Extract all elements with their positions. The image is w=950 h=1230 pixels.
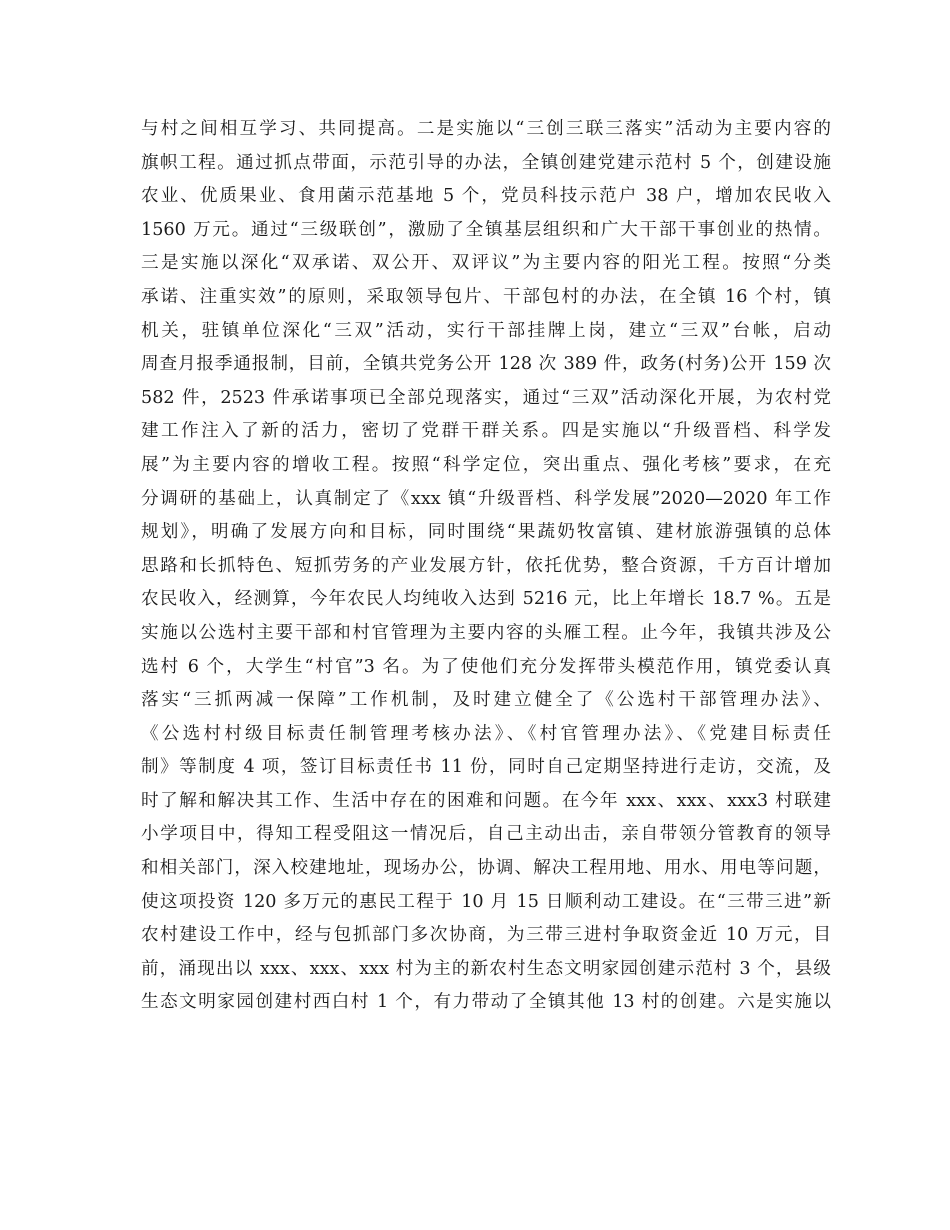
text-line: 思路和长抓特色、短抓劳务的产业发展方针，依托优势，整合资源，千方百计增加 [141, 555, 831, 576]
text-line: 落实“三抓两减一保障”工作机制，及时建立健全了《公选村干部管理办法》、 [141, 690, 831, 711]
text-line: 机关，驻镇单位深化“三双”活动，实行干部挂牌上岗，建立“三双”台帐，启动 [141, 320, 831, 341]
text-line: 三是实施以深化“双承诺、双公开、双评议”为主要内容的阳光工程。按照“分类 [141, 253, 831, 274]
text-line: 前，涌现出以 xxx、xxx、xxx 村为主的新农村生态文明家园创建示范村 3 个，县级 [141, 958, 831, 979]
text-line: 农民收入，经测算，今年农民人均纯收入达到 5216 元，比上年增长 18.7 %。五是 [141, 589, 831, 610]
text-line: 小学项目中，得知工程受阻这一情况后，自己主动出击，亲自带领分管教育的领导 [141, 824, 831, 845]
text-line: 周查月报季通报制，目前，全镇共党务公开 128 次 389 件，政务(村务)公开 159 次 [141, 354, 831, 375]
text-line: 时了解和解决其工作、生活中存在的困难和问题。在今年 xxx、xxx、xxx3 村联建 [141, 790, 831, 811]
text-line: 承诺、注重实效”的原则，采取领导包片、干部包村的办法，在全镇 16 个村，镇 [141, 286, 831, 307]
text-line: 1560 万元。通过“三级联创”，激励了全镇基层组织和广大干部干事创业的热情。 [141, 219, 831, 240]
text-line: 和相关部门，深入校建地址，现场办公，协调、解决工程用地、用水、用电等问题， [141, 858, 831, 879]
text-line: 选村 6 个，大学生“村官”3 名。为了使他们充分发挥带头模范作用，镇党委认真 [141, 656, 831, 677]
body-text [141, 113, 831, 1020]
text-line: 建工作注入了新的活力，密切了党群干群关系。四是实施以“升级晋档、科学发 [141, 421, 831, 442]
text-line: 制》等制度 4 项，签订目标责任书 11 份，同时自己定期坚持进行走访，交流，及 [141, 757, 831, 778]
text-line: 农业、优质果业、食用菌示范基地 5 个，党员科技示范户 38 户，增加农民收入 [141, 186, 831, 207]
text-line: 分调研的基础上，认真制定了《xxx 镇“升级晋档、科学发展”2020—2020 年工作 [141, 488, 831, 509]
text-line: 与村之间相互学习、共同提高。二是实施以“三创三联三落实”活动为主要内容的 [141, 119, 831, 139]
text-line: 生态文明家园创建村西白村 1 个，有力带动了全镇其他 13 村的创建。六是实施以 [141, 992, 831, 1013]
text-line: 使这项投资 120 多万元的惠民工程于 10 月 15 日顺利动工建设。在“三带三进”新 [141, 891, 831, 912]
text-line: 旗帜工程。通过抓点带面，示范引导的办法，全镇创建党建示范村 5 个，创建设施 [141, 152, 831, 173]
text-line: 展”为主要内容的增收工程。按照“科学定位，突出重点、强化考核”要求，在充 [141, 454, 831, 475]
text-line: 《公选村村级目标责任制管理考核办法》、《村官管理办法》、《党建目标责任 [141, 723, 831, 744]
text-line: 农村建设工作中，经与包抓部门多次协商，为三带三进村争取资金近 10 万元，目 [141, 925, 831, 946]
text-line: 实施以公选村主要干部和村官管理为主要内容的头雁工程。止今年，我镇共涉及公 [141, 622, 831, 643]
text-line: 582 件，2523 件承诺事项已全部兑现落实，通过“三双”活动深化开展，为农村党 [141, 387, 831, 408]
text-line: 规划》，明确了发展方向和目标，同时围绕“果蔬奶牧富镇、建材旅游强镇的总体 [141, 522, 831, 543]
